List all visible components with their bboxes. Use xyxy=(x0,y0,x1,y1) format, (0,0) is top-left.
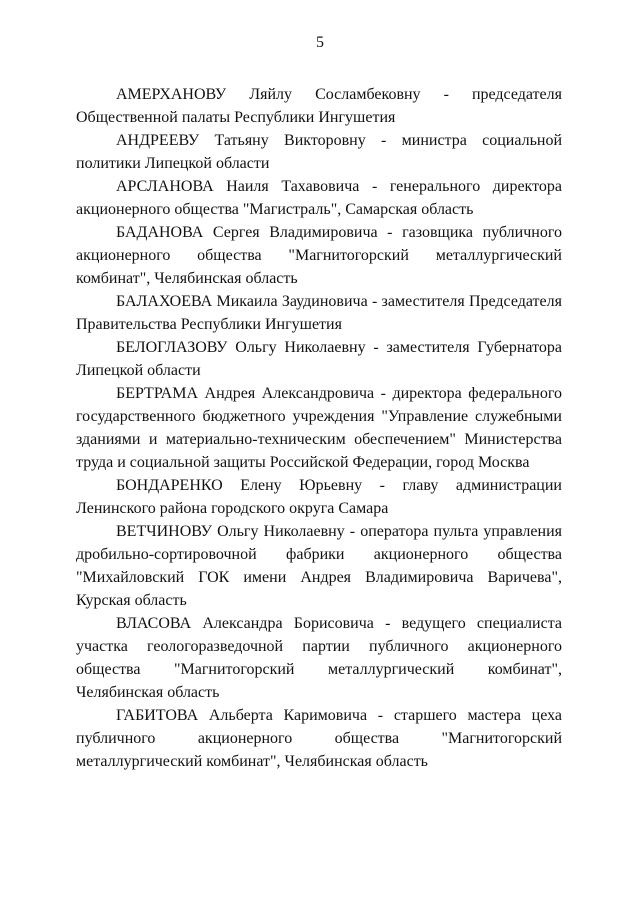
list-item: ВЛАСОВА Александра Борисовича - ведущего специалиста участка геологоразведочной партии публичного акционерного общества "Магнитогорский металлургический комбинат", Челябинская область xyxy=(76,615,562,701)
award-list xyxy=(76,83,562,773)
list-item: ГАБИТОВА Альберта Каримовича - старшего мастера цеха публичного акционерного общества "Магнитогорский металлургический комбинат", Челябинская область xyxy=(76,707,562,770)
list-item: БАДАНОВА Сергея Владимировича - газовщика публичного акционерного общества "Магнитогорский металлургический комбинат", Челябинская область xyxy=(76,224,562,287)
list-item: АРСЛАНОВА Наиля Тахавовича - генерального директора акционерного общества "Магистраль", Самарская область xyxy=(76,178,562,218)
list-item: БАЛАХОЕВА Микаила Заудиновича - заместителя Председателя Правительства Республики Ингушетия xyxy=(76,293,562,333)
list-item: ВЕТЧИНОВУ Ольгу Николаевну - оператора пульта управления дробильно-сортировочной фабрики акционерного общества "Михайловский ГОК имени Андрея Владимировича Варичева", Курская область xyxy=(76,523,562,609)
list-item: АНДРЕЕВУ Татьяну Викторовну - министра социальной политики Липецкой области xyxy=(76,132,562,172)
list-item: БЕЛОГЛАЗОВУ Ольгу Николаевну - заместителя Губернатора Липецкой области xyxy=(76,339,562,379)
page-number: 5 xyxy=(316,34,324,51)
list-item: АМЕРХАНОВУ Ляйлу Сосламбековну - председателя Общественной палаты Республики Ингушетия xyxy=(76,86,562,126)
list-item: БЕРТРАМА Андрея Александровича - директора федерального государственного бюджетного учреждения "Управление служебными зданиями и материально-техническим обеспечением" Министерства труда и социальной защиты Российской Федерации, город Москва xyxy=(76,385,562,471)
list-item: БОНДАРЕНКО Елену Юрьевну - главу администрации Ленинского района городского округа Самара xyxy=(76,477,562,517)
